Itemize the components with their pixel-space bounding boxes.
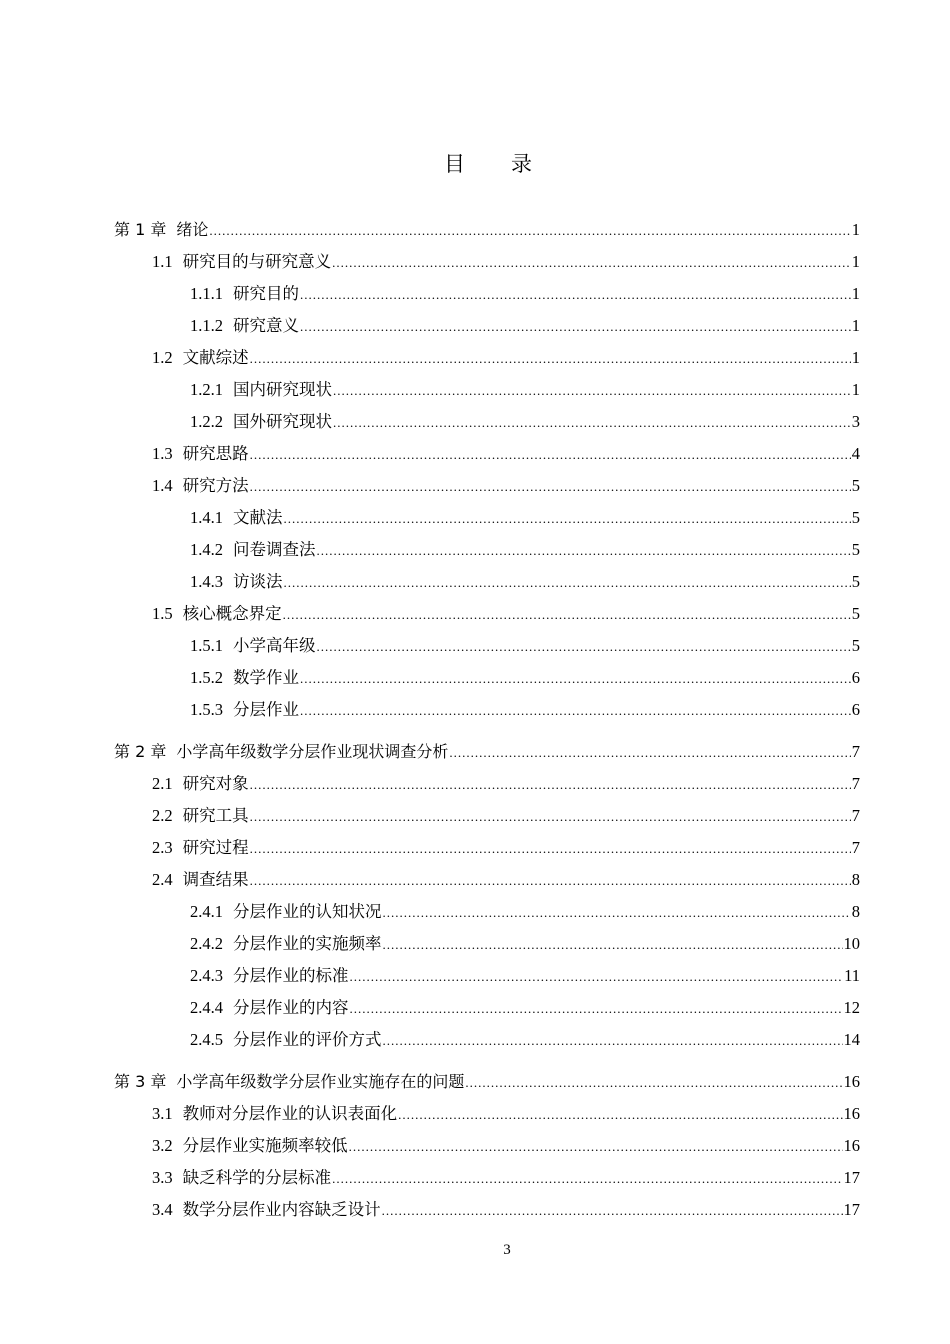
toc-entry-title: 研究方法 [182, 476, 249, 495]
toc-entry-page: 5 [851, 476, 860, 495]
toc-entry-page: 1 [851, 348, 860, 367]
toc-entry-number: 2.4 [152, 870, 173, 889]
toc-dot-leader [300, 663, 851, 695]
toc-entry[interactable] [114, 960, 860, 992]
toc-entry-number: 1.4.2 [190, 540, 223, 559]
toc-entry[interactable] [114, 310, 860, 342]
toc-entry-number: 2.1 [152, 774, 173, 793]
toc-dot-leader [250, 769, 851, 801]
toc-entry-number: 3.4 [152, 1200, 173, 1219]
toc-entry-number: 2.4.1 [190, 902, 223, 921]
toc-title [0, 148, 950, 178]
toc-entry-title: 分层作业的评价方式 [233, 1030, 382, 1049]
toc-entry-number: 1.4.3 [190, 572, 223, 591]
toc-entry-number: 2.2 [152, 806, 173, 825]
toc-entry-title: 研究工具 [182, 806, 249, 825]
toc-entry-title: 调查结果 [182, 870, 249, 889]
toc-entry-number: 1.4.1 [190, 508, 223, 527]
toc-entry-title: 小学高年级 [233, 636, 316, 655]
toc-entry-number: 1.5 [152, 604, 173, 623]
toc-entry-page: 7 [851, 774, 860, 793]
toc-entry-page: 8 [851, 870, 860, 889]
toc-dot-leader [333, 375, 851, 407]
toc-entry[interactable] [114, 598, 860, 630]
toc-entry[interactable] [114, 534, 860, 566]
toc-entry-title: 分层作业 [233, 700, 299, 719]
toc-dot-leader [332, 247, 851, 279]
toc-entry[interactable] [114, 246, 860, 278]
toc-dot-leader [383, 897, 851, 929]
toc-title-part-1: 目 [444, 152, 465, 176]
toc-entry-number: 第 2 章 [114, 742, 167, 761]
toc-entry[interactable] [114, 800, 860, 832]
toc-dot-leader [250, 471, 851, 503]
toc-entry-title: 研究对象 [182, 774, 249, 793]
toc-entry-number: 1.5.2 [190, 668, 223, 687]
toc-entry-number: 3.2 [152, 1136, 173, 1155]
toc-entry[interactable] [114, 1024, 860, 1056]
toc-entry-page: 7 [851, 806, 860, 825]
toc-entry-title: 研究目的 [233, 284, 299, 303]
toc-entry-number: 2.4.4 [190, 998, 223, 1017]
toc-entry-title: 分层作业的标准 [233, 966, 349, 985]
toc-dot-leader [317, 631, 851, 663]
toc-entry-page: 16 [843, 1104, 860, 1123]
toc-entry-page: 5 [851, 604, 860, 623]
toc-entry-page: 5 [851, 540, 860, 559]
toc-entry-title: 国外研究现状 [233, 412, 332, 431]
toc-entry-page: 12 [843, 998, 860, 1017]
toc-entry[interactable] [114, 406, 860, 438]
toc-entry[interactable] [114, 694, 860, 726]
toc-entry[interactable] [114, 662, 860, 694]
toc-entry[interactable] [114, 1162, 860, 1194]
toc-entry-number: 1.5.3 [190, 700, 223, 719]
toc-dot-leader [398, 1099, 842, 1131]
toc-entry[interactable] [114, 566, 860, 598]
toc-entry-page: 7 [851, 838, 860, 857]
toc-entry-number: 1.2 [152, 348, 173, 367]
toc-chapter-entry[interactable] [114, 736, 860, 768]
toc-dot-leader [250, 439, 851, 471]
toc-entry-title: 分层作业的实施频率 [233, 934, 382, 953]
toc-dot-leader [465, 1067, 842, 1099]
toc-entry-number: 第 1 章 [114, 220, 167, 239]
toc-entry-title: 研究目的与研究意义 [182, 252, 332, 271]
toc-entry-number: 第 3 章 [114, 1072, 167, 1091]
toc-entry-title: 国内研究现状 [233, 380, 332, 399]
toc-entry-title: 访谈法 [233, 572, 283, 591]
toc-entry-number: 3.3 [152, 1168, 173, 1187]
toc-entry-page: 6 [851, 668, 860, 687]
toc-entry-title: 核心概念界定 [182, 604, 282, 623]
toc-entry-number: 1.1.1 [190, 284, 223, 303]
toc-dot-leader [350, 993, 843, 1025]
toc-entry[interactable] [114, 896, 860, 928]
toc-entry-title: 缺乏科学的分层标准 [182, 1168, 332, 1187]
page-number: 3 [503, 1242, 511, 1258]
toc-entry[interactable] [114, 1194, 860, 1226]
toc-dot-leader [332, 1163, 842, 1195]
toc-dot-leader [250, 343, 851, 375]
toc-entry-page: 16 [843, 1136, 860, 1155]
toc-dot-leader [383, 929, 843, 961]
toc-title-part-2: 录 [511, 152, 532, 176]
toc-entry-title: 文献综述 [182, 348, 249, 367]
toc-entry-page: 10 [843, 934, 860, 953]
toc-entry-page: 1 [851, 220, 860, 239]
toc-dot-leader [284, 503, 851, 535]
toc-entry-title: 问卷调查法 [233, 540, 316, 559]
table-of-contents [114, 214, 860, 1226]
toc-dot-leader [209, 215, 850, 247]
toc-entry-title: 数学分层作业内容缺乏设计 [182, 1200, 381, 1219]
toc-entry-page: 17 [843, 1168, 860, 1187]
toc-dot-leader [284, 567, 851, 599]
toc-entry-number: 2.4.2 [190, 934, 223, 953]
toc-entry-number: 1.5.1 [190, 636, 223, 655]
toc-entry-number: 1.4 [152, 476, 173, 495]
toc-entry[interactable] [114, 1098, 860, 1130]
toc-entry-number: 2.4.5 [190, 1030, 223, 1049]
toc-entry[interactable] [114, 438, 860, 470]
toc-dot-leader [300, 311, 851, 343]
toc-chapter-entry[interactable] [114, 214, 860, 246]
toc-entry-title: 研究过程 [182, 838, 249, 857]
toc-entry-page: 4 [851, 444, 860, 463]
toc-dot-leader [317, 535, 851, 567]
toc-entry[interactable] [114, 342, 860, 374]
toc-entry[interactable] [114, 630, 860, 662]
toc-entry-number: 2.4.3 [190, 966, 223, 985]
toc-entry-number: 1.1.2 [190, 316, 223, 335]
toc-dot-leader [383, 1025, 843, 1057]
toc-entry-title: 小学高年级数学分层作业实施存在的问题 [176, 1072, 465, 1091]
toc-entry-title: 小学高年级数学分层作业现状调查分析 [176, 742, 449, 761]
toc-dot-leader [382, 1195, 843, 1227]
toc-entry[interactable] [114, 992, 860, 1024]
toc-entry-page: 11 [844, 966, 860, 985]
toc-dot-leader [250, 801, 851, 833]
toc-entry-page: 5 [851, 508, 860, 527]
toc-entry-page: 17 [843, 1200, 860, 1219]
toc-entry-title: 分层作业的内容 [233, 998, 349, 1017]
toc-dot-leader [300, 279, 851, 311]
toc-entry-title: 数学作业 [233, 668, 299, 687]
toc-entry[interactable] [114, 864, 860, 896]
toc-dot-leader [250, 833, 851, 865]
toc-entry-page: 8 [851, 902, 860, 921]
toc-entry-page: 1 [851, 252, 860, 271]
toc-entry-title: 文献法 [233, 508, 283, 527]
toc-entry-title: 绪论 [176, 220, 209, 239]
toc-entry-page: 16 [843, 1072, 860, 1091]
toc-dot-leader [350, 961, 844, 993]
toc-dot-leader [250, 865, 851, 897]
toc-entry-title: 分层作业的认知状况 [233, 902, 382, 921]
toc-entry-page: 5 [851, 572, 860, 591]
toc-entry-page: 6 [851, 700, 860, 719]
toc-entry[interactable] [114, 374, 860, 406]
toc-dot-leader [449, 737, 850, 769]
toc-entry-page: 7 [851, 742, 860, 761]
toc-entry[interactable] [114, 928, 860, 960]
toc-entry-page: 1 [851, 316, 860, 335]
toc-entry-page: 1 [851, 284, 860, 303]
toc-entry-number: 1.2.2 [190, 412, 223, 431]
toc-entry[interactable] [114, 768, 860, 800]
toc-dot-leader [283, 599, 851, 631]
toc-entry[interactable] [114, 278, 860, 310]
toc-dot-leader [333, 407, 851, 439]
toc-entry-number: 2.3 [152, 838, 173, 857]
toc-entry-title: 研究思路 [182, 444, 249, 463]
toc-entry-title: 教师对分层作业的认识表面化 [182, 1104, 398, 1123]
toc-entry-page: 3 [851, 412, 860, 431]
toc-entry-number: 1.2.1 [190, 380, 223, 399]
toc-entry[interactable] [114, 1130, 860, 1162]
toc-entry-page: 14 [843, 1030, 860, 1049]
toc-entry-page: 5 [851, 636, 860, 655]
toc-entry-number: 1.1 [152, 252, 173, 271]
toc-entry[interactable] [114, 502, 860, 534]
toc-entry-title: 研究意义 [233, 316, 299, 335]
toc-entry-page: 1 [851, 380, 860, 399]
toc-entry-number: 1.3 [152, 444, 173, 463]
toc-dot-leader [300, 695, 851, 727]
toc-chapter-entry[interactable] [114, 1066, 860, 1098]
toc-entry[interactable] [114, 470, 860, 502]
toc-entry[interactable] [114, 832, 860, 864]
toc-entry-title: 分层作业实施频率较低 [182, 1136, 348, 1155]
toc-entry-number: 3.1 [152, 1104, 173, 1123]
toc-dot-leader [349, 1131, 843, 1163]
